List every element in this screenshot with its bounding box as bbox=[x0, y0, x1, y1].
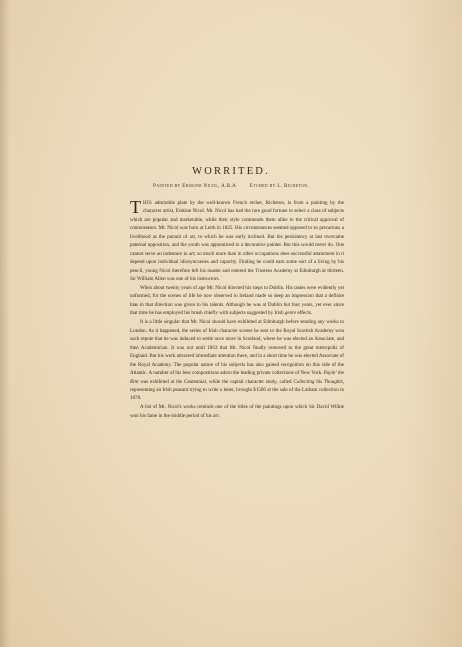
paragraph-3-italic-1: Payin' the Rint bbox=[130, 370, 345, 385]
drop-cap: T bbox=[130, 197, 141, 217]
paragraph-2-text-a: When about twenty years of age Mr. Nicol directed his steps to Dublin. His tastes were evidently yet unformed, for the scenes of life he now observed in Ireland made so deep an impression that a definite bias in that direction was given to his talents. Although he was at Dublin but four years, yet ever since that time he has employed his brush chiefly with subjects suggested by Irish bbox=[130, 285, 344, 317]
paragraph-1-lead: HIS bbox=[143, 200, 153, 206]
paragraph-3-italic-2: Collecting his Thoughts, bbox=[293, 378, 344, 385]
paragraph-1-text: admirable plate by the well-known French etcher, Richeton, is from a painting by the character artist, Erskine Nicol. Mr. Nicol has had the rare good fortune to select a class of subjects which are popular and marketable, while their style commends them alike to the critical approval of connoisseurs. Mr. Nicol was born at Leith in 1825. His circumstances seemed opposed to so precarious a livelihood as the pursuit of art, to which he was early inclined. But his persistency at last overcame paternal opposition, and the youth was apprenticed to a decorative painter. But this would never do. One cannot serve an indenture in art; so much more than in other occupations does successful attainment in it depend upon individual idiosyncrasies and capacity. Finding he could earn some sort of a living by his pencil, young Nicol therefore left his master and entered the Trustees Academy at Edinburgh at thirteen. Sir William Allen was one of his instructors. bbox=[130, 200, 344, 283]
article-body bbox=[130, 199, 344, 421]
page-edge-discoloration bbox=[402, 0, 462, 647]
paragraph-3-text-a: It is a little singular that Mr. Nicol should have exhibited at Edinburgh before sending any works to London. As it happened, the series of Irish character scenes he sent to the Royal Scottish Academy won such repute that he was induced to settle once more in Scotland, where he was elected an Associate, and then Academician. It was not until 1863 that Mr. Nicol finally removed to the great metropolis of England. But his work attracted immediate attention there, and in a short time he was elected Associate of the Royal Academy. The popular nature of his subjects has also gained recognition on this side of the Atlantic. A number of his best compositions adorn the leading private collections of New York. bbox=[130, 319, 344, 377]
paragraph-2-text-b: effects. bbox=[296, 310, 313, 317]
article-title: WORRITED. bbox=[192, 166, 270, 177]
article-byline bbox=[0, 183, 462, 189]
etcher-credit: Etched by L. Richeton. bbox=[249, 183, 309, 189]
paragraph-2 bbox=[130, 284, 344, 318]
paragraph-4: A list of Mr. Nicol's works reminds one of the titles of the paintings upon which Sir David Wilkie won his fame in the middle period of his art. bbox=[130, 404, 344, 419]
paragraph-1 bbox=[130, 199, 344, 284]
paragraph-3 bbox=[130, 318, 344, 403]
page-gutter-shadow bbox=[0, 0, 10, 647]
paragraph-3-text-c: representing an Irish peasant trying to write a letter, brought $1500 at the sale of the Latham collection in 1878. bbox=[130, 386, 344, 402]
painter-credit: Painted by Erskine Nicol, A.R.A. bbox=[153, 183, 238, 189]
paragraph-3-text-b: was exhibited at the Centennial, while the capital character study, called bbox=[138, 378, 294, 385]
paragraph-2-italic: genre bbox=[284, 310, 297, 317]
